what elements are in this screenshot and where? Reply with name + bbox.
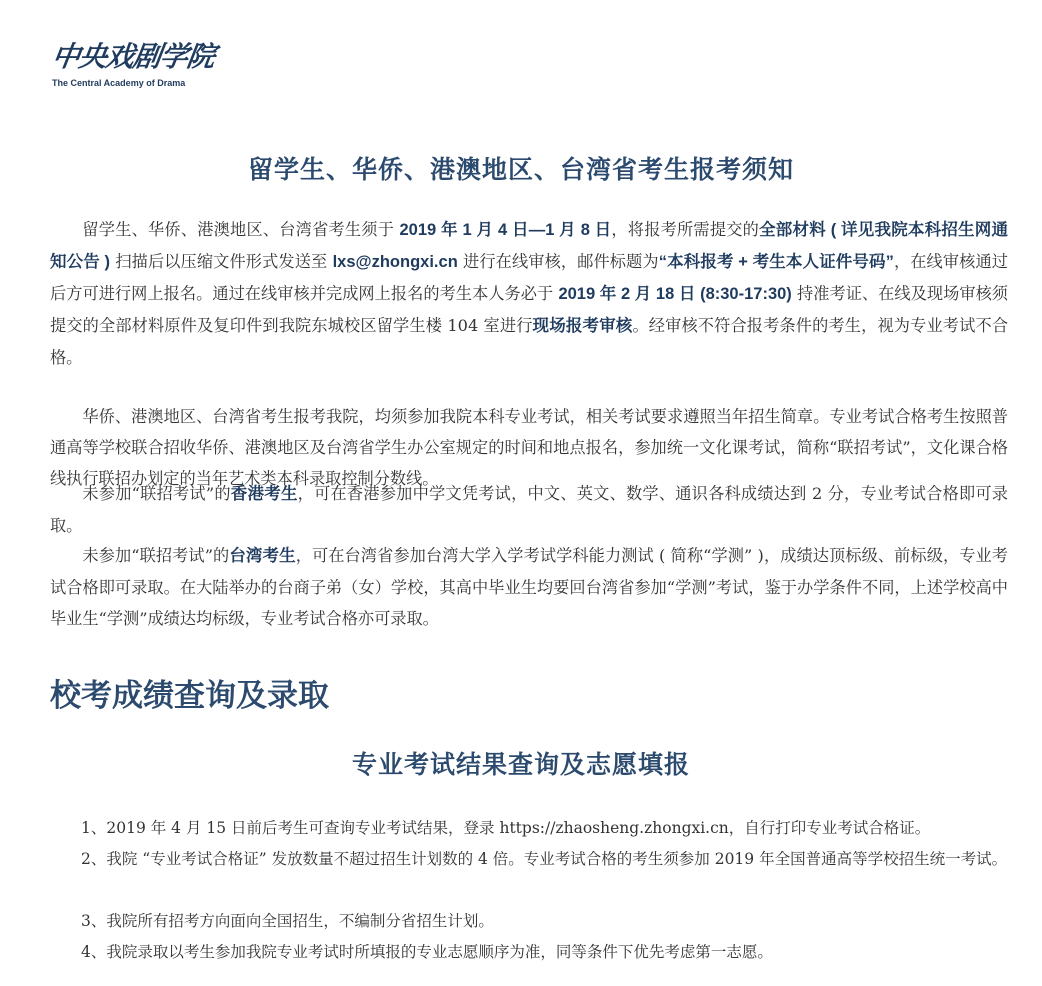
list-item-4: 4、我院录取以考生参加我院专业考试时所填报的专业志愿顺序为准，同等条件下优先考虑第一志愿。 <box>81 943 773 961</box>
highlighted-text: lxs@zhongxi.cn <box>332 253 458 271</box>
highlighted-text: 现场报考审核 <box>532 317 633 335</box>
body-text: 。经审核不符合报考条件的考生，视为专业考试不合格。 <box>50 316 1009 367</box>
section2-heading: 校考成绩查询及录取 <box>50 678 329 713</box>
body-text: ，可在香港参加中学文凭考试，中文、英文、数学、通识各科成绩达到 2 分，专业考试合格即可录取。 <box>50 484 1008 535</box>
body-text: 扫描后以压缩文件形式发送至 <box>110 252 333 271</box>
paragraph-professional-exam: 华侨、港澳地区、台湾省考生报考我院，均须参加我院本科专业考试，相关考试要求遵照当年招生简章。专业考试合格考生按照普通高等学校联合招收华侨、港澳地区及台湾省学生办公室规定的时间和地点报名，参加统一文化课考试，简称“联招考试”，文化课合格线执行联招办划定的当年艺术类本科录取控制分数线。 <box>50 407 1008 488</box>
highlighted-text: 2019 年 1 月 4 日—1 月 8 日 <box>399 221 612 239</box>
body-text: ，在线审核通过后方可进行网上报名。通过在线审核并完成网上报名的考生本人务必于 <box>50 252 1008 303</box>
body-text: 未参加“联招考试”的 <box>82 546 230 565</box>
body-text: 留学生、华侨、港澳地区、台湾省考生须于 <box>82 220 400 239</box>
section1-title: 留学生、华侨、港澳地区、台湾省考生报考须知 <box>247 155 794 184</box>
logo-chinese-name: 中央戏剧学院 <box>49 40 217 73</box>
body-text: 进行在线审核，邮件标题为 <box>457 252 659 271</box>
paragraph-taiwan-students <box>50 540 1008 634</box>
highlighted-text: 台湾考生 <box>229 547 296 565</box>
highlighted-text: 香港考生 <box>230 485 298 503</box>
list-item-3: 3、我院所有招考方向面向全国招生，不编制分省招生计划。 <box>81 912 494 930</box>
highlighted-text: 全部材料 ( 详见我院本科招生网通知公告 ) <box>50 221 1008 271</box>
body-text: 未参加“联招考试”的 <box>82 484 231 503</box>
paragraph-hong-kong-students <box>50 478 1008 541</box>
body-text: ，可在台湾省参加台湾大学入学考试学科能力测试 ( 简称“学测” )，成绩达顶标级、前标级，专业考试合格即可录取。在大陆举办的台商子弟（女）学校，其高中毕业生均要回台湾省参加“学测”考试，鉴于办学条件不同，上述学校高中毕业生“学测”成绩达均标级，专业考试合格亦可录取。 <box>50 546 1008 628</box>
highlighted-text: “本科报考 + 考生本人证件号码” <box>658 253 894 271</box>
paragraph-application-materials <box>50 214 1008 373</box>
highlighted-text: 2019 年 2 月 18 日 (8:30-17:30) <box>558 285 792 303</box>
body-text: 持准考证、在线及现场审核须提交的全部材料原件及复印件到我院东城校区留学生楼 104 室进行 <box>50 284 1008 335</box>
body-text: ，将报考所需提交的 <box>611 220 760 239</box>
list-item-1: 1、2019 年 4 月 15 日前后考生可查询专业考试结果，登录 https://zhaosheng.zhongxi.cn，自行打印专业考试合格证。 <box>81 819 931 837</box>
logo-english-name: The Central Academy of Drama <box>52 78 186 88</box>
academy-logo <box>49 40 252 88</box>
list-item-2: 2、我院 “专业考试合格证” 发放数量不超过招生计划数的 4 倍。专业考试合格的考生须参加 2019 年全国普通高等学校招生统一考试。 <box>81 850 1008 868</box>
section2-title: 专业考试结果查询及志愿填报 <box>351 750 690 779</box>
